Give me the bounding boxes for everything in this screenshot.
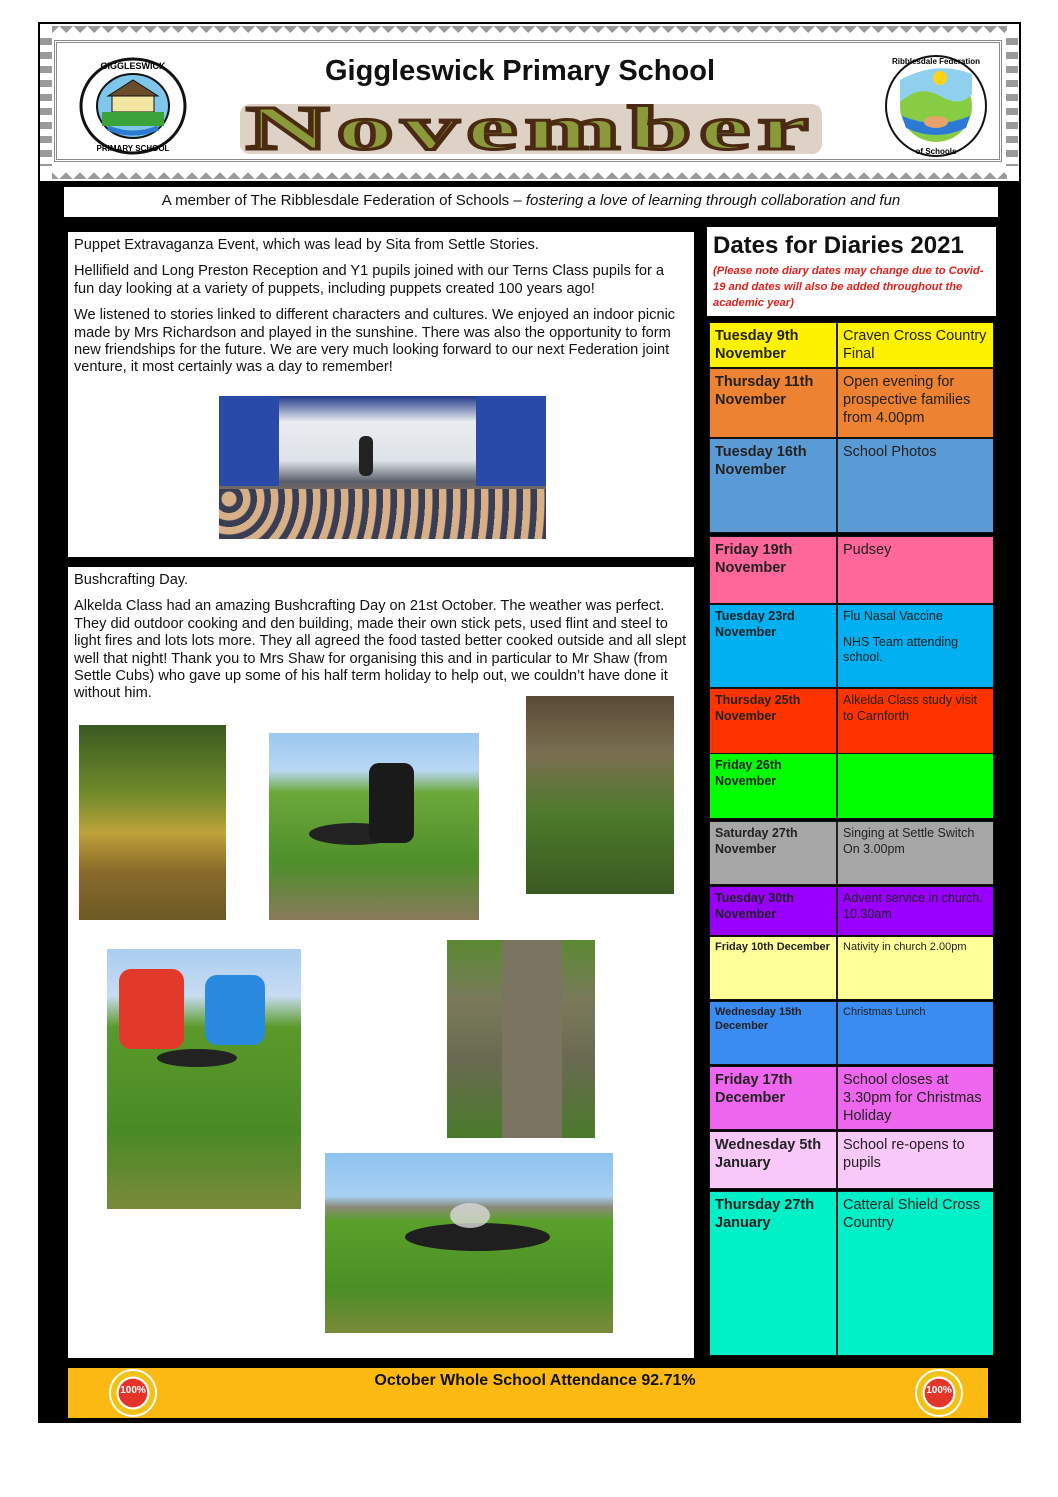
- date-row: [709, 1001, 994, 1065]
- date-row-event-text: Singing at Settle Switch On 3.00pm: [843, 826, 975, 856]
- date-row: [709, 936, 994, 1000]
- date-row-date: Tuesday 23rd November: [710, 605, 838, 687]
- date-row-date: Wednesday 15th December: [710, 1002, 838, 1064]
- date-row-event: [838, 323, 993, 367]
- date-row-date: Tuesday 16th November: [710, 439, 838, 532]
- bushcraft-photo-stick-pile: [447, 940, 595, 1138]
- attendance-badge-right-text: 100%: [926, 1385, 952, 1396]
- date-row-event-text: School re-opens to pupils: [843, 1137, 965, 1172]
- member-line: [64, 187, 998, 217]
- date-row-event-text: Craven Cross Country Final: [843, 328, 987, 363]
- federation-logo: [880, 54, 992, 158]
- puppet-paragraph-2: We listened to stories linked to different characters and cultures. We enjoyed an indoor picnic made by Mrs Richardson and played in the sunshine. There was also the opportunity to form new friendships for the future. We are very much looking forward to our next Federation joint venture, it most certainly was a day to remember!: [74, 307, 676, 376]
- date-row-date: Friday 19th November: [710, 537, 838, 603]
- date-row-date: Friday 17th December: [710, 1067, 838, 1129]
- puppet-event-photo: [219, 396, 546, 539]
- date-row-date: Friday 10th December: [710, 937, 838, 999]
- date-row: [709, 368, 994, 438]
- zigzag-border-right: [1006, 38, 1018, 166]
- date-row-date: Thursday 27th January: [710, 1192, 838, 1355]
- school-title: Giggleswick Primary School: [324, 55, 716, 87]
- date-row-date: Thursday 25th November: [710, 689, 838, 753]
- dates-note: (Please note diary dates may change due to Covid-19 and dates will also be added throughout the academic year): [713, 265, 984, 309]
- date-row-event-text: Nativity in church 2.00pm: [843, 941, 967, 953]
- date-row-event: [838, 369, 993, 437]
- date-row: [709, 1191, 994, 1356]
- dates-title: Dates for Diaries 2021: [713, 232, 964, 259]
- month-banner-text: November: [246, 98, 816, 158]
- date-row-event: [838, 1132, 993, 1188]
- date-row-date: Tuesday 9th November: [710, 323, 838, 367]
- date-row-event: [838, 439, 993, 532]
- date-row-event: [838, 937, 993, 999]
- date-row-event-text: Open evening for prospective families from 4.00pm: [843, 374, 971, 427]
- date-row-event-text: Catteral Shield Cross Country: [843, 1197, 980, 1232]
- attendance-text: October Whole School Attendance 92.71%: [374, 1372, 696, 1389]
- bushcraft-paragraph: Alkelda Class had an amazing Bushcrafting Day on 21st October. The weather was perfect. They did outdoor cooking and den building, made their own stick pets, used flint and steel to light fires and lots lots more. They all agreed the food tasted better cooked outside and all slept well that night! Thank you to Mrs Shaw for organising this and in particular to Mr Shaw (from Settle Cubs) who gave up some of his half term holiday to help out, we couldn’t have done it without him.: [74, 598, 687, 702]
- date-row-event: [838, 754, 993, 818]
- date-row-event: [838, 1192, 993, 1355]
- date-row-date: Friday 26th November: [710, 754, 838, 818]
- puppet-paragraph-1: Hellifield and Long Preston Reception and Y1 pupils joined with our Terns Class pupils for a fun day looking at a variety of puppets, including puppets created 100 years ago!: [74, 263, 665, 297]
- date-row: [709, 604, 994, 688]
- bushcraft-photo-building-fire: [107, 949, 301, 1209]
- date-row-date: Thursday 11th November: [710, 369, 838, 437]
- puppet-heading: Puppet Extravaganza Event, which was lead by Sita from Settle Stories.: [74, 237, 539, 253]
- federation-logo-top-text: Ribblesdale Federation: [891, 57, 981, 66]
- logo-top-text: GIGGLESWICK: [100, 61, 166, 71]
- date-row-event-text: School Photos: [843, 444, 937, 460]
- date-row-event-text: Alkelda Class study visit to Carnforth: [843, 693, 978, 723]
- school-logo: [78, 56, 188, 156]
- date-row: [709, 1131, 994, 1189]
- zigzag-border-top: [52, 26, 1007, 40]
- date-row-date: Saturday 27th November: [710, 822, 838, 884]
- bushcraft-photo-tree: [79, 725, 226, 920]
- date-row-event: [838, 689, 993, 753]
- bushcraft-heading: Bushcrafting Day.: [74, 572, 189, 588]
- logo-bottom-text: PRIMARY SCHOOL: [96, 144, 170, 153]
- date-row-event: [838, 887, 993, 935]
- bushcraft-photo-campfire: [325, 1153, 613, 1333]
- date-row-event-text: Christmas Lunch: [843, 1006, 926, 1018]
- date-row: [709, 753, 994, 819]
- date-row-event: [838, 1067, 993, 1129]
- date-row-event: [838, 822, 993, 884]
- date-row: [709, 821, 994, 885]
- federation-logo-bottom-text: of Schools: [915, 147, 957, 156]
- bushcraft-photo-den: [526, 696, 674, 894]
- month-banner: [238, 98, 824, 158]
- date-row: [709, 322, 994, 368]
- date-row: [709, 688, 994, 754]
- date-row-event: [838, 1002, 993, 1064]
- date-row-event-text: Pudsey: [843, 542, 892, 558]
- date-row: [709, 438, 994, 533]
- date-row-event-text: Flu Nasal Vaccine: [843, 609, 943, 623]
- date-row-date: Tuesday 30th November: [710, 887, 838, 935]
- date-row: [709, 536, 994, 604]
- date-row-event: [838, 537, 993, 603]
- date-row-date: Wednesday 5th January: [710, 1132, 838, 1188]
- date-row: [709, 1066, 994, 1130]
- dates-header: [707, 227, 996, 316]
- date-row-event-text: School closes at 3.30pm for Christmas Holiday: [843, 1072, 982, 1125]
- date-row-event-text-2: NHS Team attending school.: [843, 634, 959, 665]
- date-row-event: [838, 605, 993, 687]
- date-row-event-text: Advent service in church. 10.30am: [843, 891, 983, 921]
- zigzag-border-left: [40, 38, 52, 166]
- zigzag-border-bottom: [52, 165, 1007, 179]
- attendance-badge-right: [917, 1371, 961, 1415]
- attendance-badge-left: [111, 1371, 155, 1415]
- member-line-prefix: A member of The Ribblesdale Federation of Schools –: [161, 192, 526, 209]
- member-line-tagline: fostering a love of learning through collaboration and fun: [525, 192, 901, 209]
- date-row: [709, 886, 994, 936]
- attendance-badge-left-text: 100%: [120, 1385, 146, 1396]
- bushcraft-photo-fire-pit: [269, 733, 479, 920]
